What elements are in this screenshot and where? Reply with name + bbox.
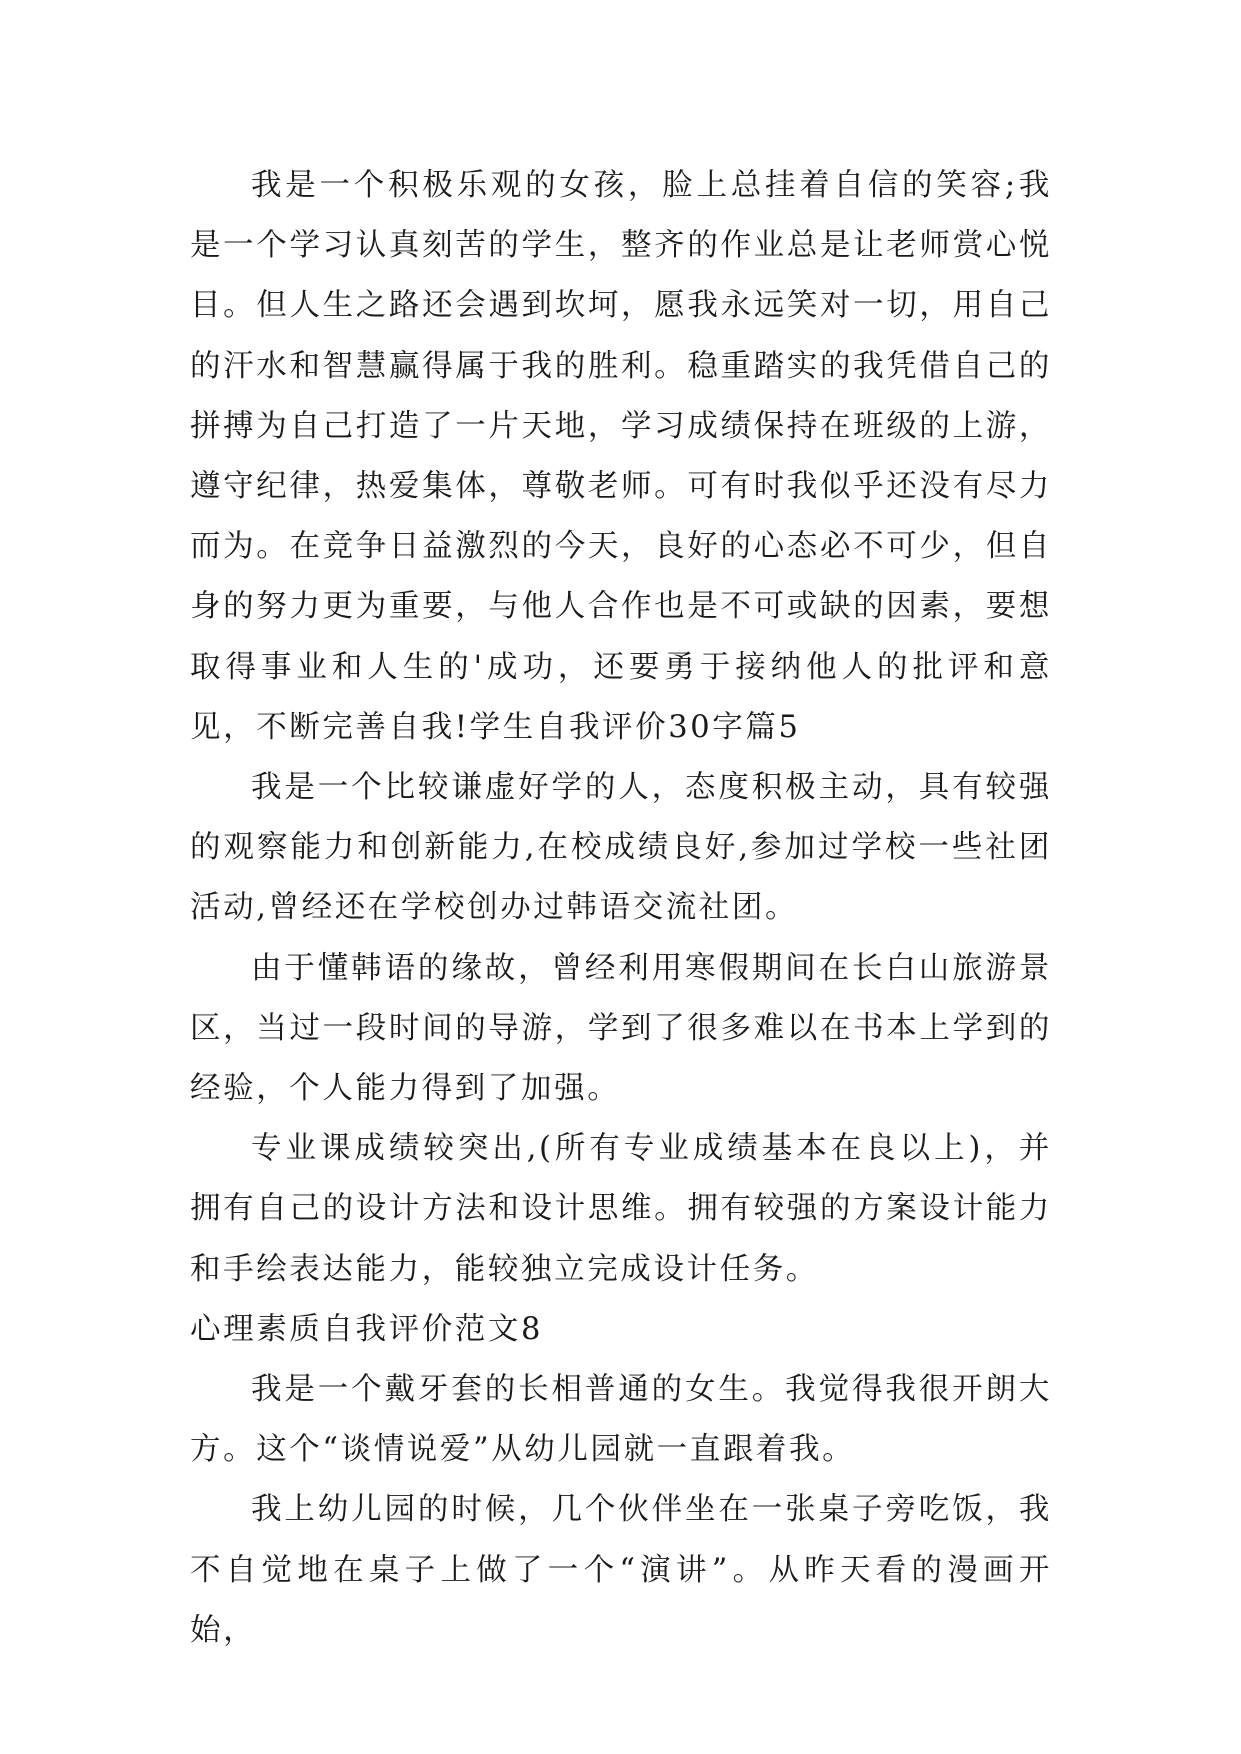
paragraph-kindergarten-speech: 我上幼儿园的时候，几个伙伴坐在一张桌子旁吃饭，我不自觉地在桌子上做了一个“演讲”。从昨天看的漫画开始， xyxy=(190,1492,1052,1648)
paragraph-braces-girl: 我是一个戴牙套的长相普通的女生。我觉得我很开朗大方。这个“谈情说爱”从幼儿园就一直跟着我。 xyxy=(190,1372,1052,1468)
paragraph-humble-learner: 我是一个比较谦虚好学的人，态度积极主动，具有较强的观察能力和创新能力,在校成绩良好,参加过学校一些社团活动,曾经还在学校创办过韩语交流社团。 xyxy=(190,770,1052,926)
paragraph-korean-tour-guide: 由于懂韩语的缘故，曾经利用寒假期间在长白山旅游景区，当过一段时间的导游，学到了很多难以在书本上学到的经验，个人能力得到了加强。 xyxy=(190,950,1052,1107)
document-page xyxy=(190,156,1052,1661)
section-heading: 心理素质自我评价范文8 xyxy=(190,1311,544,1347)
paragraph-self-evaluation-optimistic: 我是一个积极乐观的女孩，脸上总挂着自信的笑容;我是一个学习认真刻苦的学生，整齐的作业总是让老师赏心悦目。但人生之路还会遇到坎坷，愿我永远笑对一切，用自己的汗水和智慧赢得属于我的胜利。稳重踏实的我凭借自己的拼搏为自己打造了一片天地，学习成绩保持在班级的上游，遵守纪律，热爱集体，尊敬老师。可有时我似乎还没有尽力而为。在竞争日益激烈的今天，良好的心态必不可少，但自身的努力更为重要，与他人合作也是不可或缺的因素，要想取得事业和人生的'成功，还要勇于接纳他人的批评和意见，不断完善自我!学生自我评价30字篇5 xyxy=(190,168,1052,745)
paragraph-professional-courses: 专业课成绩较突出,(所有专业成绩基本在良以上)，并拥有自己的设计方法和设计思维。拥有较强的方案设计能力和手绘表达能力，能较独立完成设计任务。 xyxy=(190,1131,1052,1287)
